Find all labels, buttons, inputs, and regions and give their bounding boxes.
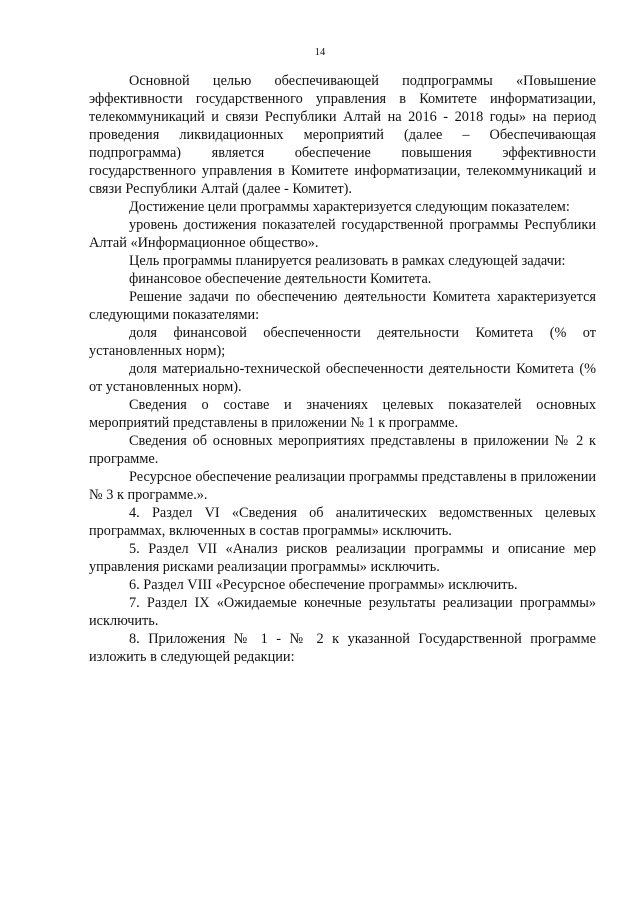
paragraph-item-8: 8. Приложения № 1 - № 2 к указанной Государственной программе изложить в следующей редакции: — [89, 631, 596, 665]
page-number: 14 — [314, 47, 326, 58]
paragraph-indicator-level: уровень достижения показателей государственной программы Республики Алтай «Информационное общество». — [89, 217, 596, 251]
paragraph-task: финансовое обеспечение деятельности Комитета. — [129, 271, 432, 287]
paragraph-appendix-2: Сведения об основных мероприятиях представлены в приложении № 2 к программе. — [89, 433, 596, 467]
paragraph-item-7: 7. Раздел IX «Ожидаемые конечные результаты реализации программы» исключить. — [89, 595, 596, 629]
paragraph-item-5: 5. Раздел VII «Анализ рисков реализации программы и описание мер управления рисками реализации программы» исключить. — [89, 541, 596, 575]
paragraph-item-4: 4. Раздел VI «Сведения об аналитических ведомственных целевых программах, включенных в состав программы» исключить. — [89, 505, 596, 539]
paragraph-item-6: 6. Раздел VIII «Ресурсное обеспечение программы» исключить. — [129, 577, 518, 593]
paragraph-material-share: доля материально-технической обеспеченности деятельности Комитета (% от установленных норм). — [89, 361, 596, 395]
paragraph-appendix-1: Сведения о составе и значениях целевых показателей основных мероприятий представлены в приложении № 1 к программе. — [89, 397, 596, 431]
paragraph-goal-achievement: Достижение цели программы характеризуется следующим показателем: — [129, 199, 570, 215]
paragraph-task-indicators: Решение задачи по обеспечению деятельности Комитета характеризуется следующими показателями: — [89, 289, 596, 323]
paragraph-goal: Основной целью обеспечивающей подпрограммы «Повышение эффективности государственного управления в Комитете информатизации, телекоммуникаций и связи Республики Алтай на 2016 - 2018 годы» на период проведения ликвидационных мероприятий (далее – Обеспечивающая подпрограмма) является обеспечение повышения эффективности государственного управления в Комитете информатизации, телекоммуникаций и связи Республики Алтай (далее - Комитет). — [89, 73, 596, 197]
paragraph-financial-share: доля финансовой обеспеченности деятельности Комитета (% от установленных норм); — [89, 325, 596, 359]
paragraph-task-intro: Цель программы планируется реализовать в рамках следующей задачи: — [129, 253, 566, 269]
paragraph-appendix-3: Ресурсное обеспечение реализации программы представлены в приложении № 3 к программе.». — [89, 469, 596, 503]
document-body — [89, 72, 596, 666]
